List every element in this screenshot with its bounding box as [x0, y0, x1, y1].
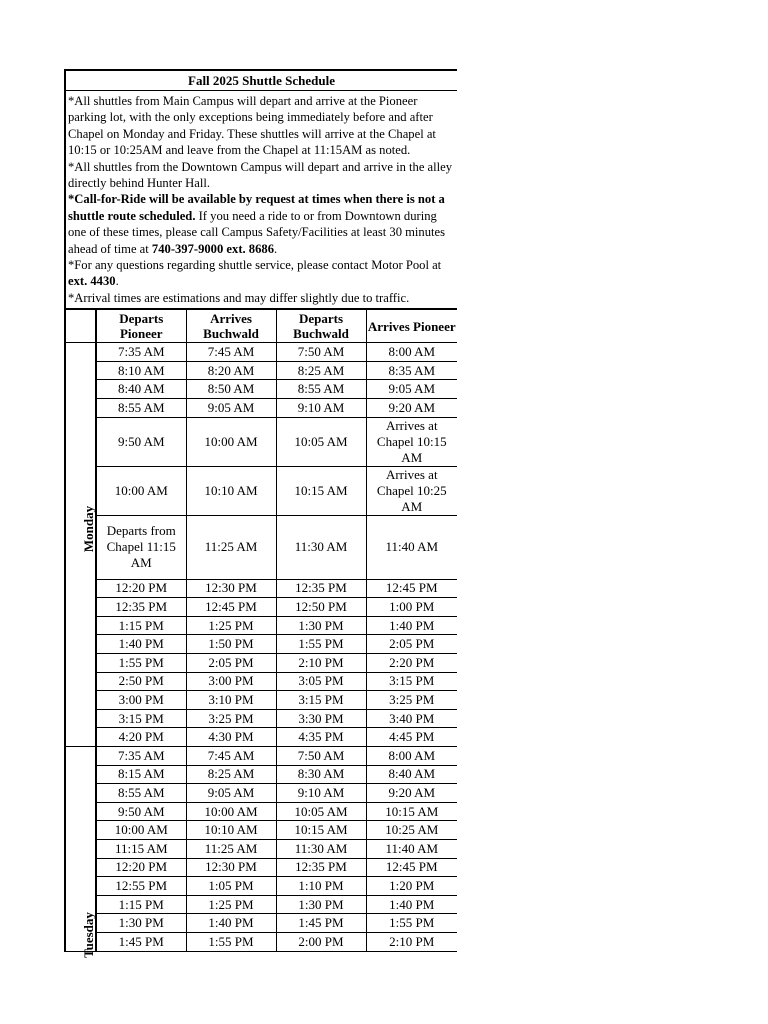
- time-cell-departs-buchwald: 8:55 AM: [276, 380, 366, 399]
- time-cell-departs-buchwald: 8:25 AM: [276, 361, 366, 380]
- time-cell-arrives-buchwald: 10:00 AM: [186, 417, 276, 466]
- time-cell-departs-pioneer: Departs from Chapel 11:15 AM: [96, 515, 186, 579]
- table-row: [65, 361, 457, 380]
- time-cell-departs-buchwald: 10:15 AM: [276, 466, 366, 515]
- time-cell-departs-pioneer: 1:30 PM: [96, 914, 186, 933]
- time-cell-arrives-pioneer: 8:00 AM: [366, 343, 457, 362]
- schedule-title: Fall 2025 Shuttle Schedule: [65, 70, 457, 91]
- time-cell-departs-pioneer: 12:35 PM: [96, 598, 186, 617]
- note-paragraph: [68, 290, 456, 306]
- note-paragraph: [68, 93, 456, 159]
- time-cell-arrives-buchwald: 2:05 PM: [186, 654, 276, 673]
- table-row: [65, 654, 457, 673]
- time-cell-arrives-buchwald: 1:50 PM: [186, 635, 276, 654]
- table-row: [65, 635, 457, 654]
- time-cell-arrives-pioneer: 2:20 PM: [366, 654, 457, 673]
- time-cell-arrives-pioneer: 4:45 PM: [366, 728, 457, 747]
- time-cell-arrives-buchwald: 1:25 PM: [186, 895, 276, 914]
- time-cell-departs-buchwald: 1:55 PM: [276, 635, 366, 654]
- table-row: [65, 417, 457, 466]
- time-cell-arrives-buchwald: 12:45 PM: [186, 598, 276, 617]
- time-cell-arrives-pioneer: 3:40 PM: [366, 709, 457, 728]
- day-label-tuesday: [65, 747, 96, 958]
- schedule-page: [64, 69, 457, 1024]
- time-cell-departs-buchwald: 12:35 PM: [276, 579, 366, 598]
- time-cell-departs-pioneer: 1:55 PM: [96, 654, 186, 673]
- time-cell-arrives-pioneer: Arrives at Chapel 10:25 AM: [366, 466, 457, 515]
- time-cell-departs-buchwald: 10:15 AM: [276, 821, 366, 840]
- time-cell-departs-buchwald: 1:45 PM: [276, 914, 366, 933]
- time-cell-departs-buchwald: 7:50 AM: [276, 747, 366, 766]
- day-label-monday: [65, 343, 96, 747]
- time-cell-arrives-buchwald: 10:00 AM: [186, 802, 276, 821]
- time-cell-arrives-pioneer: 8:00 AM: [366, 747, 457, 766]
- time-cell-arrives-buchwald: 10:10 AM: [186, 466, 276, 515]
- day-label-text: Tuesday: [80, 911, 96, 958]
- time-cell-departs-buchwald: 3:15 PM: [276, 691, 366, 710]
- time-cell-departs-buchwald: 1:10 PM: [276, 877, 366, 896]
- table-row: [65, 399, 457, 418]
- table-row: [65, 914, 457, 933]
- time-cell-departs-pioneer: 1:40 PM: [96, 635, 186, 654]
- time-cell-arrives-buchwald: 12:30 PM: [186, 579, 276, 598]
- time-cell-departs-pioneer: 10:00 AM: [96, 821, 186, 840]
- time-cell-departs-buchwald: 12:35 PM: [276, 858, 366, 877]
- table-row: [65, 579, 457, 598]
- table-row: [65, 598, 457, 617]
- table-row: [65, 515, 457, 579]
- table-row: [65, 839, 457, 858]
- time-cell-departs-buchwald: 10:05 AM: [276, 802, 366, 821]
- time-cell-arrives-pioneer: 8:35 AM: [366, 361, 457, 380]
- note-text: *For any questions regarding shuttle service, please contact Motor Pool at: [68, 258, 442, 273]
- time-cell-departs-buchwald: 2:00 PM: [276, 932, 366, 951]
- time-cell-departs-buchwald: 1:30 PM: [276, 616, 366, 635]
- time-cell-departs-buchwald: 3:30 PM: [276, 709, 366, 728]
- time-cell-departs-buchwald: 7:50 AM: [276, 343, 366, 362]
- table-row: [65, 672, 457, 691]
- time-cell-arrives-pioneer: 1:20 PM: [366, 877, 457, 896]
- note-paragraph: [68, 159, 456, 192]
- note-paragraph: [68, 191, 456, 257]
- table-row: [65, 932, 457, 951]
- time-cell-departs-pioneer: 9:50 AM: [96, 802, 186, 821]
- time-cell-departs-pioneer: 8:15 AM: [96, 765, 186, 784]
- time-cell-departs-pioneer: 12:20 PM: [96, 858, 186, 877]
- time-cell-departs-buchwald: 11:30 AM: [276, 515, 366, 579]
- time-cell-departs-buchwald: 9:10 AM: [276, 784, 366, 803]
- note-text: .: [115, 274, 119, 289]
- col-header-arrives-pioneer: Arrives Pioneer: [366, 309, 457, 343]
- time-cell-arrives-pioneer: 3:25 PM: [366, 691, 457, 710]
- time-cell-departs-buchwald: 3:05 PM: [276, 672, 366, 691]
- time-cell-arrives-pioneer: 10:15 AM: [366, 802, 457, 821]
- time-cell-arrives-pioneer: 1:00 PM: [366, 598, 457, 617]
- time-cell-departs-pioneer: 11:15 AM: [96, 839, 186, 858]
- time-cell-arrives-buchwald: 8:25 AM: [186, 765, 276, 784]
- time-cell-arrives-pioneer: 1:40 PM: [366, 895, 457, 914]
- time-cell-departs-pioneer: 4:20 PM: [96, 728, 186, 747]
- table-row: [65, 343, 457, 362]
- day-label-text: Monday: [81, 506, 97, 553]
- time-cell-arrives-pioneer: 12:45 PM: [366, 858, 457, 877]
- table-row: [65, 616, 457, 635]
- time-cell-arrives-pioneer: 1:55 PM: [366, 914, 457, 933]
- shuttle-schedule-table: [64, 69, 457, 958]
- time-cell-arrives-buchwald: 3:10 PM: [186, 691, 276, 710]
- time-cell-arrives-pioneer: 9:20 AM: [366, 784, 457, 803]
- col-header-arrives-buchwald: Arrives Buchwald: [186, 309, 276, 343]
- table-row: [65, 709, 457, 728]
- time-cell-arrives-buchwald: 1:55 PM: [186, 932, 276, 951]
- col-header-departs-buchwald: Departs Buchwald: [276, 309, 366, 343]
- time-cell-arrives-buchwald: 8:50 AM: [186, 380, 276, 399]
- time-cell-departs-pioneer: 12:55 PM: [96, 877, 186, 896]
- time-cell-arrives-buchwald: 3:25 PM: [186, 709, 276, 728]
- time-cell-departs-pioneer: 8:55 AM: [96, 399, 186, 418]
- time-cell-arrives-pioneer: Arrives at Chapel 10:15 AM: [366, 417, 457, 466]
- time-cell-departs-pioneer: 10:00 AM: [96, 466, 186, 515]
- time-cell-departs-pioneer: 8:55 AM: [96, 784, 186, 803]
- time-cell-departs-buchwald: 8:30 AM: [276, 765, 366, 784]
- table-row: [65, 747, 457, 766]
- time-cell-departs-pioneer: 1:45 PM: [96, 932, 186, 951]
- time-cell-departs-buchwald: 1:30 PM: [276, 895, 366, 914]
- time-cell-departs-pioneer: 7:35 AM: [96, 343, 186, 362]
- time-cell-departs-pioneer: 2:50 PM: [96, 672, 186, 691]
- time-cell-arrives-buchwald: 11:25 AM: [186, 515, 276, 579]
- time-cell-arrives-buchwald: 9:05 AM: [186, 399, 276, 418]
- time-cell-departs-buchwald: 2:10 PM: [276, 654, 366, 673]
- note-bold-text: *Call-for-Ride will be available by request at times when there is not a shuttle route scheduled.: [68, 192, 445, 223]
- time-cell-arrives-buchwald: 10:10 AM: [186, 821, 276, 840]
- table-row: [65, 765, 457, 784]
- note-text: *All shuttles from the Downtown Campus will depart and arrive in the alley directly behind Hunter Hall.: [68, 159, 453, 191]
- time-cell-departs-pioneer: 1:15 PM: [96, 895, 186, 914]
- time-cell-arrives-pioneer: 10:25 AM: [366, 821, 457, 840]
- time-cell-departs-pioneer: 1:15 PM: [96, 616, 186, 635]
- table-row: [65, 895, 457, 914]
- time-cell-departs-buchwald: 12:50 PM: [276, 598, 366, 617]
- schedule-notes: [65, 91, 457, 310]
- time-cell-arrives-pioneer: 8:40 AM: [366, 765, 457, 784]
- note-text: *Arrival times are estimations and may differ slightly due to traffic.: [68, 290, 410, 305]
- time-cell-arrives-pioneer: 12:45 PM: [366, 579, 457, 598]
- note-bold-text: 740-397-9000 ext. 8686: [151, 241, 274, 256]
- time-cell-arrives-buchwald: 1:05 PM: [186, 877, 276, 896]
- table-row: [65, 728, 457, 747]
- time-cell-departs-buchwald: 4:35 PM: [276, 728, 366, 747]
- table-row: [65, 380, 457, 399]
- time-cell-arrives-buchwald: 11:25 AM: [186, 839, 276, 858]
- time-cell-departs-pioneer: 3:15 PM: [96, 709, 186, 728]
- time-cell-departs-pioneer: 8:10 AM: [96, 361, 186, 380]
- time-cell-departs-pioneer: 3:00 PM: [96, 691, 186, 710]
- table-row: [65, 821, 457, 840]
- table-row: [65, 802, 457, 821]
- time-cell-arrives-pioneer: 9:20 AM: [366, 399, 457, 418]
- time-cell-arrives-pioneer: 11:40 AM: [366, 515, 457, 579]
- time-cell-departs-pioneer: 7:35 AM: [96, 747, 186, 766]
- table-row: [65, 691, 457, 710]
- table-row: [65, 877, 457, 896]
- time-cell-arrives-pioneer: 2:05 PM: [366, 635, 457, 654]
- time-cell-departs-pioneer: 12:20 PM: [96, 579, 186, 598]
- time-cell-departs-pioneer: 8:40 AM: [96, 380, 186, 399]
- note-text: .: [274, 241, 278, 256]
- time-cell-arrives-buchwald: 4:30 PM: [186, 728, 276, 747]
- time-cell-arrives-buchwald: 1:40 PM: [186, 914, 276, 933]
- time-cell-arrives-buchwald: 12:30 PM: [186, 858, 276, 877]
- time-cell-arrives-pioneer: 1:40 PM: [366, 616, 457, 635]
- time-cell-arrives-pioneer: 2:10 PM: [366, 932, 457, 951]
- time-cell-arrives-buchwald: 3:00 PM: [186, 672, 276, 691]
- time-cell-arrives-buchwald: 7:45 AM: [186, 343, 276, 362]
- note-text: *All shuttles from Main Campus will depart and arrive at the Pioneer parking lot, with the only exceptions being immediately before and after Chapel on Monday and Friday. These shuttles will arrive at the Chapel at 10:15 or 10:25AM and leave from the Chapel at 11:15AM as noted.: [68, 94, 436, 158]
- time-cell-arrives-buchwald: 9:05 AM: [186, 784, 276, 803]
- time-cell-arrives-pioneer: 11:40 AM: [366, 839, 457, 858]
- time-cell-arrives-buchwald: 1:25 PM: [186, 616, 276, 635]
- time-cell-departs-buchwald: 9:10 AM: [276, 399, 366, 418]
- time-cell-arrives-buchwald: 7:45 AM: [186, 747, 276, 766]
- col-header-departs-pioneer: Departs Pioneer: [96, 309, 186, 343]
- table-row: [65, 784, 457, 803]
- note-paragraph: [68, 257, 456, 290]
- note-text: If you need a ride to or from Downtown during one of these times, please call Campus Safety/Facilities at least 30 minutes ahead of time at: [68, 208, 446, 256]
- time-cell-departs-buchwald: 10:05 AM: [276, 417, 366, 466]
- time-cell-arrives-pioneer: 3:15 PM: [366, 672, 457, 691]
- time-cell-arrives-pioneer: 9:05 AM: [366, 380, 457, 399]
- time-cell-departs-pioneer: 9:50 AM: [96, 417, 186, 466]
- note-bold-text: ext. 4430: [68, 274, 116, 289]
- time-cell-arrives-buchwald: 8:20 AM: [186, 361, 276, 380]
- table-row: [65, 858, 457, 877]
- day-header-blank: [65, 309, 96, 343]
- time-cell-departs-buchwald: 11:30 AM: [276, 839, 366, 858]
- table-row: [65, 466, 457, 515]
